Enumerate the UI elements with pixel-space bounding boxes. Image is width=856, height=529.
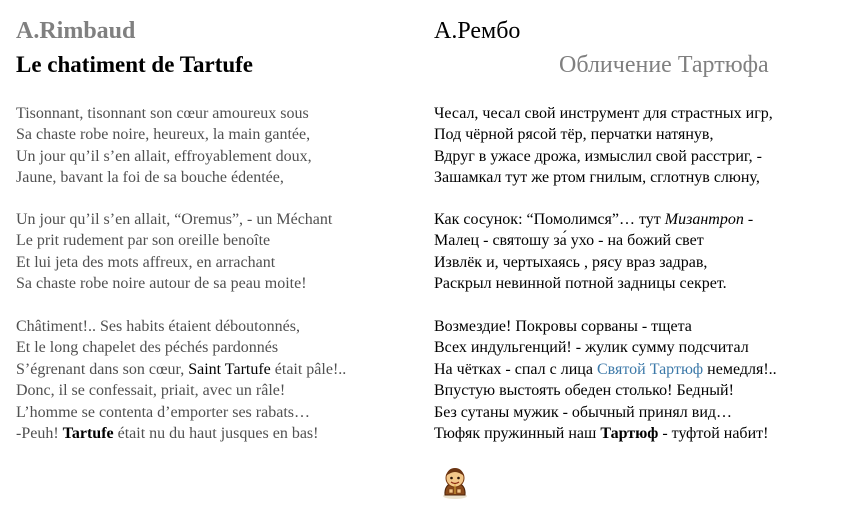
- verse-line: Вдруг в ужасе дрожа, измыслил свой расстриг, -: [434, 147, 762, 165]
- verse-line: Un jour qu’il s’en allait, effroyablement doux,: [16, 147, 312, 165]
- russian-stanza-1: [434, 103, 773, 189]
- verse-text: Как сосунок: “Помолимся”… тут: [434, 211, 665, 228]
- verse-text: -: [743, 211, 754, 228]
- verse-line: [16, 423, 346, 444]
- verse-line: Et lui jeta des mots affreux, en arrachant: [16, 253, 276, 271]
- verse-line: Le prit rudement par son oreille benoîte: [16, 232, 271, 250]
- verse-line: [434, 423, 777, 444]
- italic-word: Мизантроп: [664, 211, 744, 228]
- verse-line: [434, 209, 753, 230]
- verse-line: Donc, il se confessait, priait, avec un râle!: [16, 382, 286, 400]
- verse-text: S’égrenant dans son cœur,: [16, 360, 189, 378]
- russian-author: А.Рембо: [434, 18, 521, 44]
- russian-stanza-2: [434, 209, 753, 295]
- verse-text: était nu du haut jusques en bas!: [113, 425, 319, 443]
- verse-line: Малец - святошу за́ ухо - на божий свет: [434, 232, 704, 250]
- verse-line: Извлёк и, чертыхаясь , рясу враз задрав,: [434, 253, 708, 271]
- verse-line: Чесал, чесал свой инструмент для страстных игр,: [434, 105, 773, 122]
- character-name: Тартюф: [600, 425, 659, 443]
- verse-text: - туфтой набит!: [658, 425, 769, 443]
- character-name-link[interactable]: Святой Тартюф: [596, 360, 704, 378]
- monk-emoticon-icon: [440, 466, 470, 500]
- verse-line: Возмездие! Покровы сорваны - тщета: [434, 318, 692, 335]
- character-name: Tartufe: [62, 425, 114, 443]
- verse-text: était pâle!..: [270, 360, 347, 378]
- verse-line: L’homme se contenta d’emporter ses rabats…: [16, 403, 310, 421]
- verse-line: Un jour qu’il s’en allait, “Oremus”, - un Méchant: [16, 211, 333, 228]
- verse-line: Без сутаны мужик - обычный принял вид…: [434, 403, 733, 421]
- character-name: Saint Tartufe: [188, 360, 271, 378]
- verse-text: -Peuh!: [16, 425, 63, 443]
- verse-line: [434, 359, 777, 380]
- french-stanza-2: [16, 209, 332, 295]
- verse-line: [16, 359, 346, 380]
- verse-line: Впустую выстоять обеден столько! Бедный!: [434, 382, 734, 400]
- verse-line: Под чёрной рясой тёр, перчатки натянув,: [434, 126, 714, 144]
- verse-line: Sa chaste robe noire, heureux, la main gantée,: [16, 126, 311, 144]
- verse-line: Et le long chapelet des péchés pardonnés: [16, 339, 279, 357]
- verse-text: На чётках - спал с лица: [434, 360, 597, 378]
- verse-line: Всех индульгенций! - жулик сумму подсчитал: [434, 339, 749, 357]
- french-author: A.Rimbaud: [16, 18, 136, 44]
- verse-line: Tisonnant, tisonnant son cœur amoureux sous: [16, 105, 309, 122]
- russian-stanza-3: [434, 316, 777, 444]
- russian-title: Обличение Тартюфа: [559, 52, 769, 78]
- verse-line: Jaune, bavant la foi de sa bouche édentée,: [16, 169, 284, 187]
- verse-text: немедля!..: [703, 360, 777, 378]
- verse-line: Châtiment!.. Ses habits étaient déboutonnés,: [16, 318, 300, 335]
- french-title: Le chatiment de Tartufe: [16, 52, 254, 77]
- verse-line: Раскрыл невинной потной задницы секрет.: [434, 275, 727, 293]
- verse-text: Тюфяк пружинный наш: [434, 425, 601, 443]
- french-stanza-3: [16, 316, 346, 444]
- verse-line: Sa chaste robe noire autour de sa peau moite!: [16, 275, 307, 293]
- verse-line: Зашамкал тут же ртом гнилым, сглотнув слюну,: [434, 169, 760, 187]
- french-stanza-1: [16, 103, 312, 189]
